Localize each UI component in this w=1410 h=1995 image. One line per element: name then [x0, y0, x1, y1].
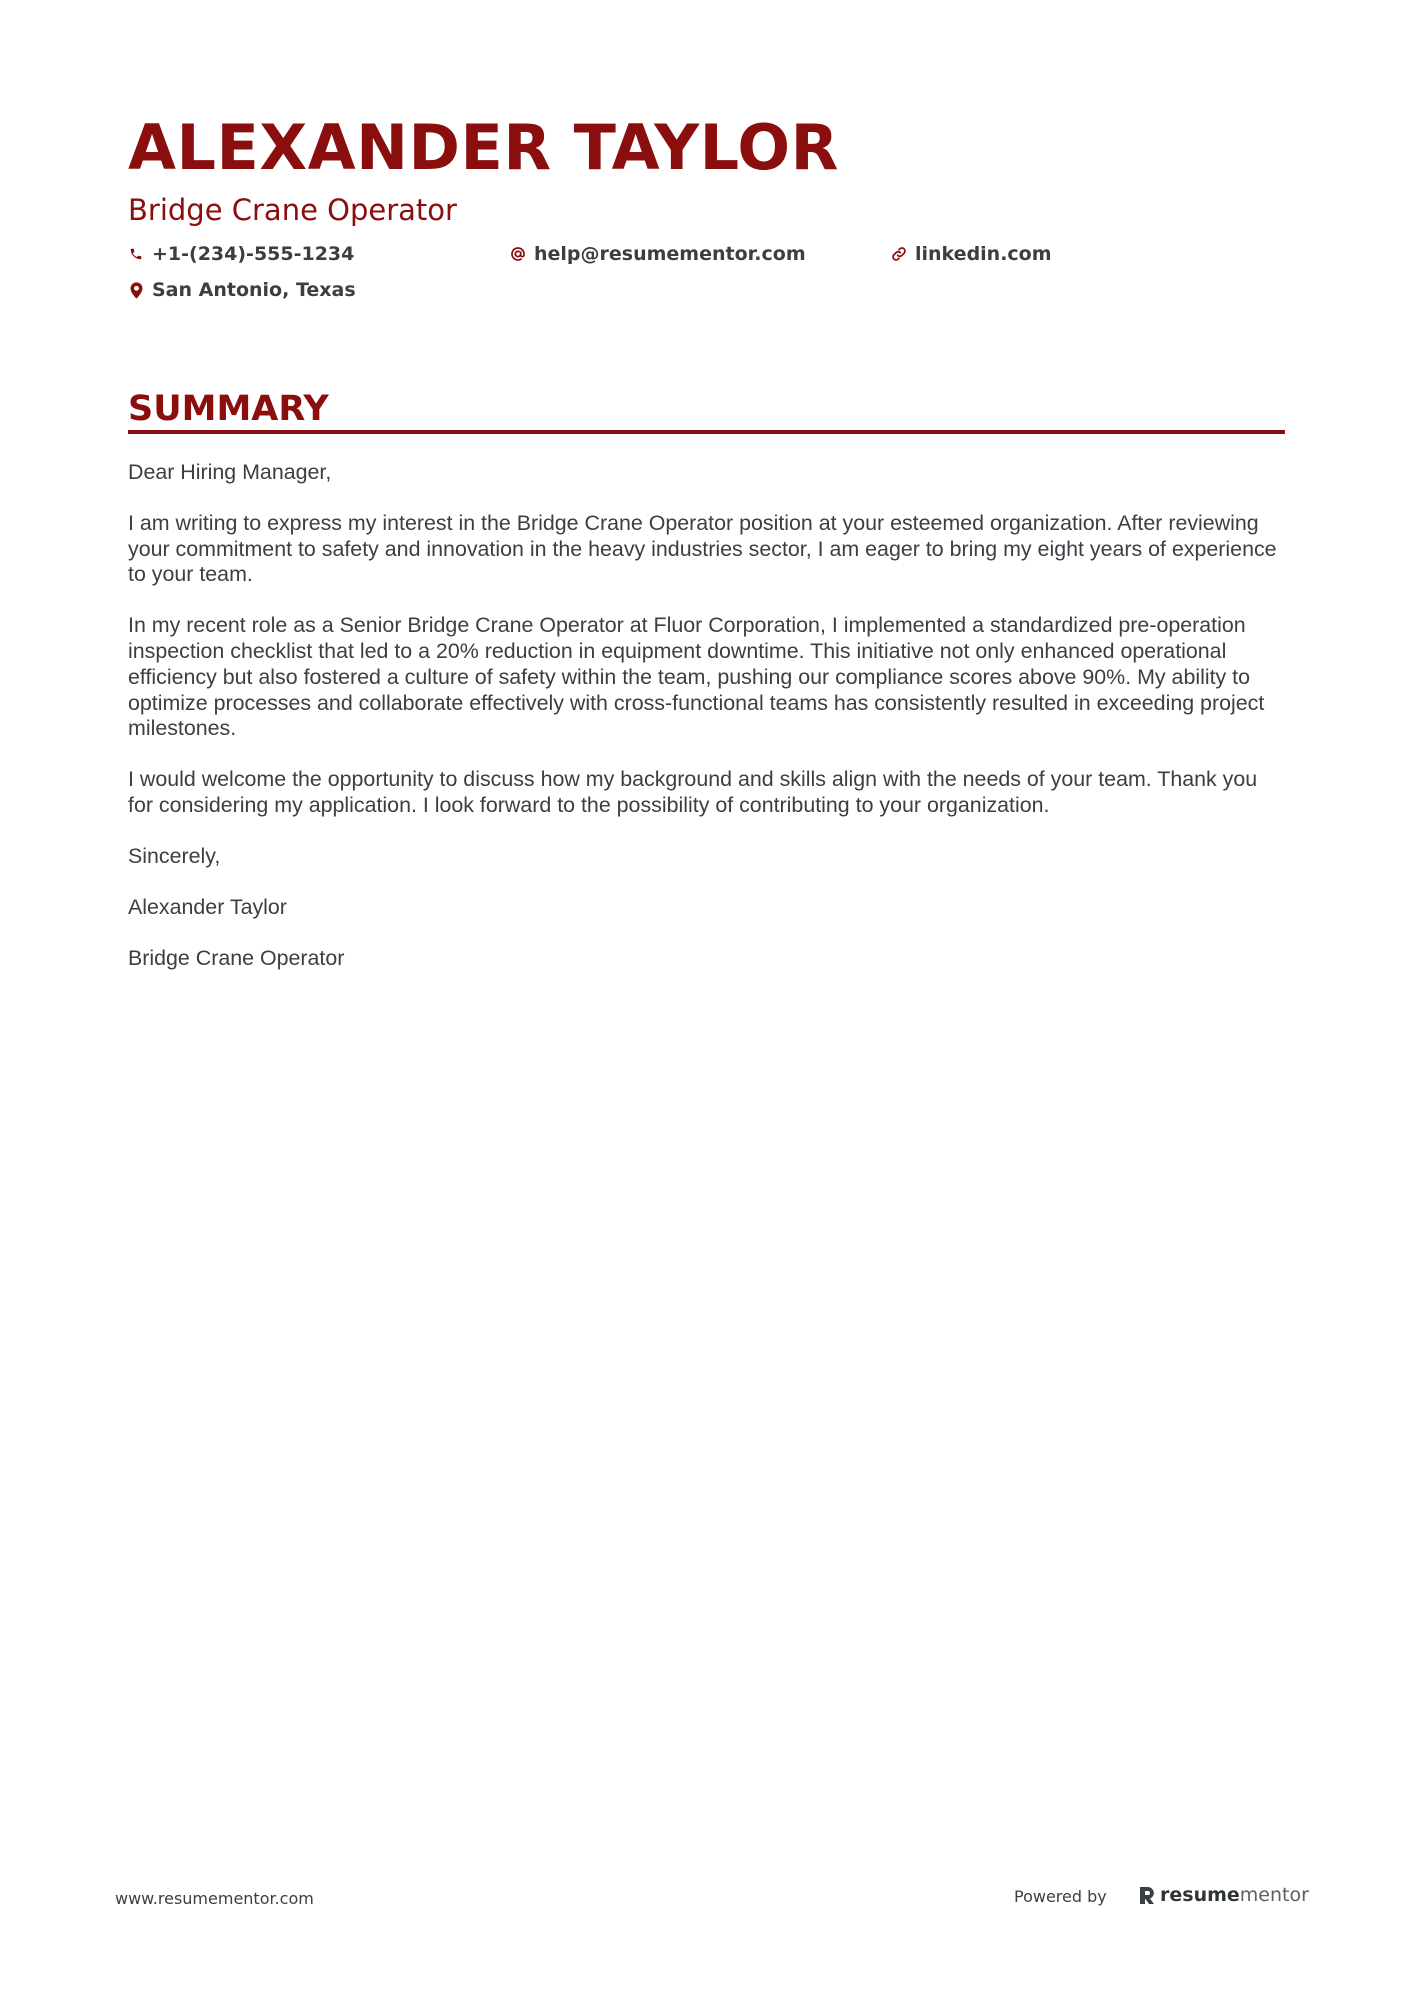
signature-title: Bridge Crane Operator [128, 945, 345, 970]
signature-name: Alexander Taylor [128, 894, 287, 919]
paragraph-intro: I am writing to express my interest in the Bridge Crane Operator position at your esteemed organization. After reviewing your commitment to safety and innovation in the heavy industries sector, I am eager to bring my eight years of experience to your team. [128, 511, 1277, 587]
contact-location [128, 277, 356, 303]
paragraph-experience: In my recent role as a Senior Bridge Crane Operator at Fluor Corporation, I implemented a standardized pre-operation inspection checklist that led to a 20% reduction in equipment downtime. This initiative not only enhanced operational efficiency but also fostered a culture of safety within the team, pushing our compliance scores above 90%. My ability to optimize processes and collaborate effectively with cross-functional teams has consistently resulted in exceeding project milestones. [128, 613, 1265, 741]
brand-name-bold: resume [1160, 1884, 1240, 1906]
salutation: Dear Hiring Manager, [128, 460, 332, 484]
email-text[interactable]: help@resumementor.com [534, 243, 806, 265]
link-text[interactable]: linkedin.com [915, 243, 1052, 265]
at-icon [510, 245, 526, 263]
brand-logo[interactable] [1138, 1882, 1309, 1908]
phone-icon [128, 245, 144, 263]
resumementor-logo-icon [1138, 1885, 1156, 1905]
candidate-name: ALEXANDER TAYLOR [128, 111, 839, 184]
sign-off: Sincerely, [128, 843, 221, 868]
powered-by-label: Powered by [1014, 1887, 1107, 1906]
letter-body [128, 460, 1288, 997]
footer-url[interactable]: www.resumementor.com [115, 1889, 314, 1908]
contact-phone [128, 241, 354, 267]
phone-text[interactable]: +1-(234)-555-1234 [152, 243, 355, 265]
contact-link [891, 241, 1052, 267]
brand-name-light: mentor [1239, 1884, 1309, 1906]
contact-email [510, 241, 806, 267]
location-text: San Antonio, Texas [152, 279, 356, 301]
link-icon [891, 245, 907, 263]
section-divider [128, 430, 1285, 434]
map-pin-icon [128, 281, 144, 299]
summary-heading: SUMMARY [128, 389, 329, 429]
paragraph-closing: I would welcome the opportunity to discuss how my background and skills align with the needs of your team. Thank you for considering my application. I look forward to the possibility of contributing to your organization. [128, 767, 1258, 817]
job-title: Bridge Crane Operator [128, 193, 457, 227]
